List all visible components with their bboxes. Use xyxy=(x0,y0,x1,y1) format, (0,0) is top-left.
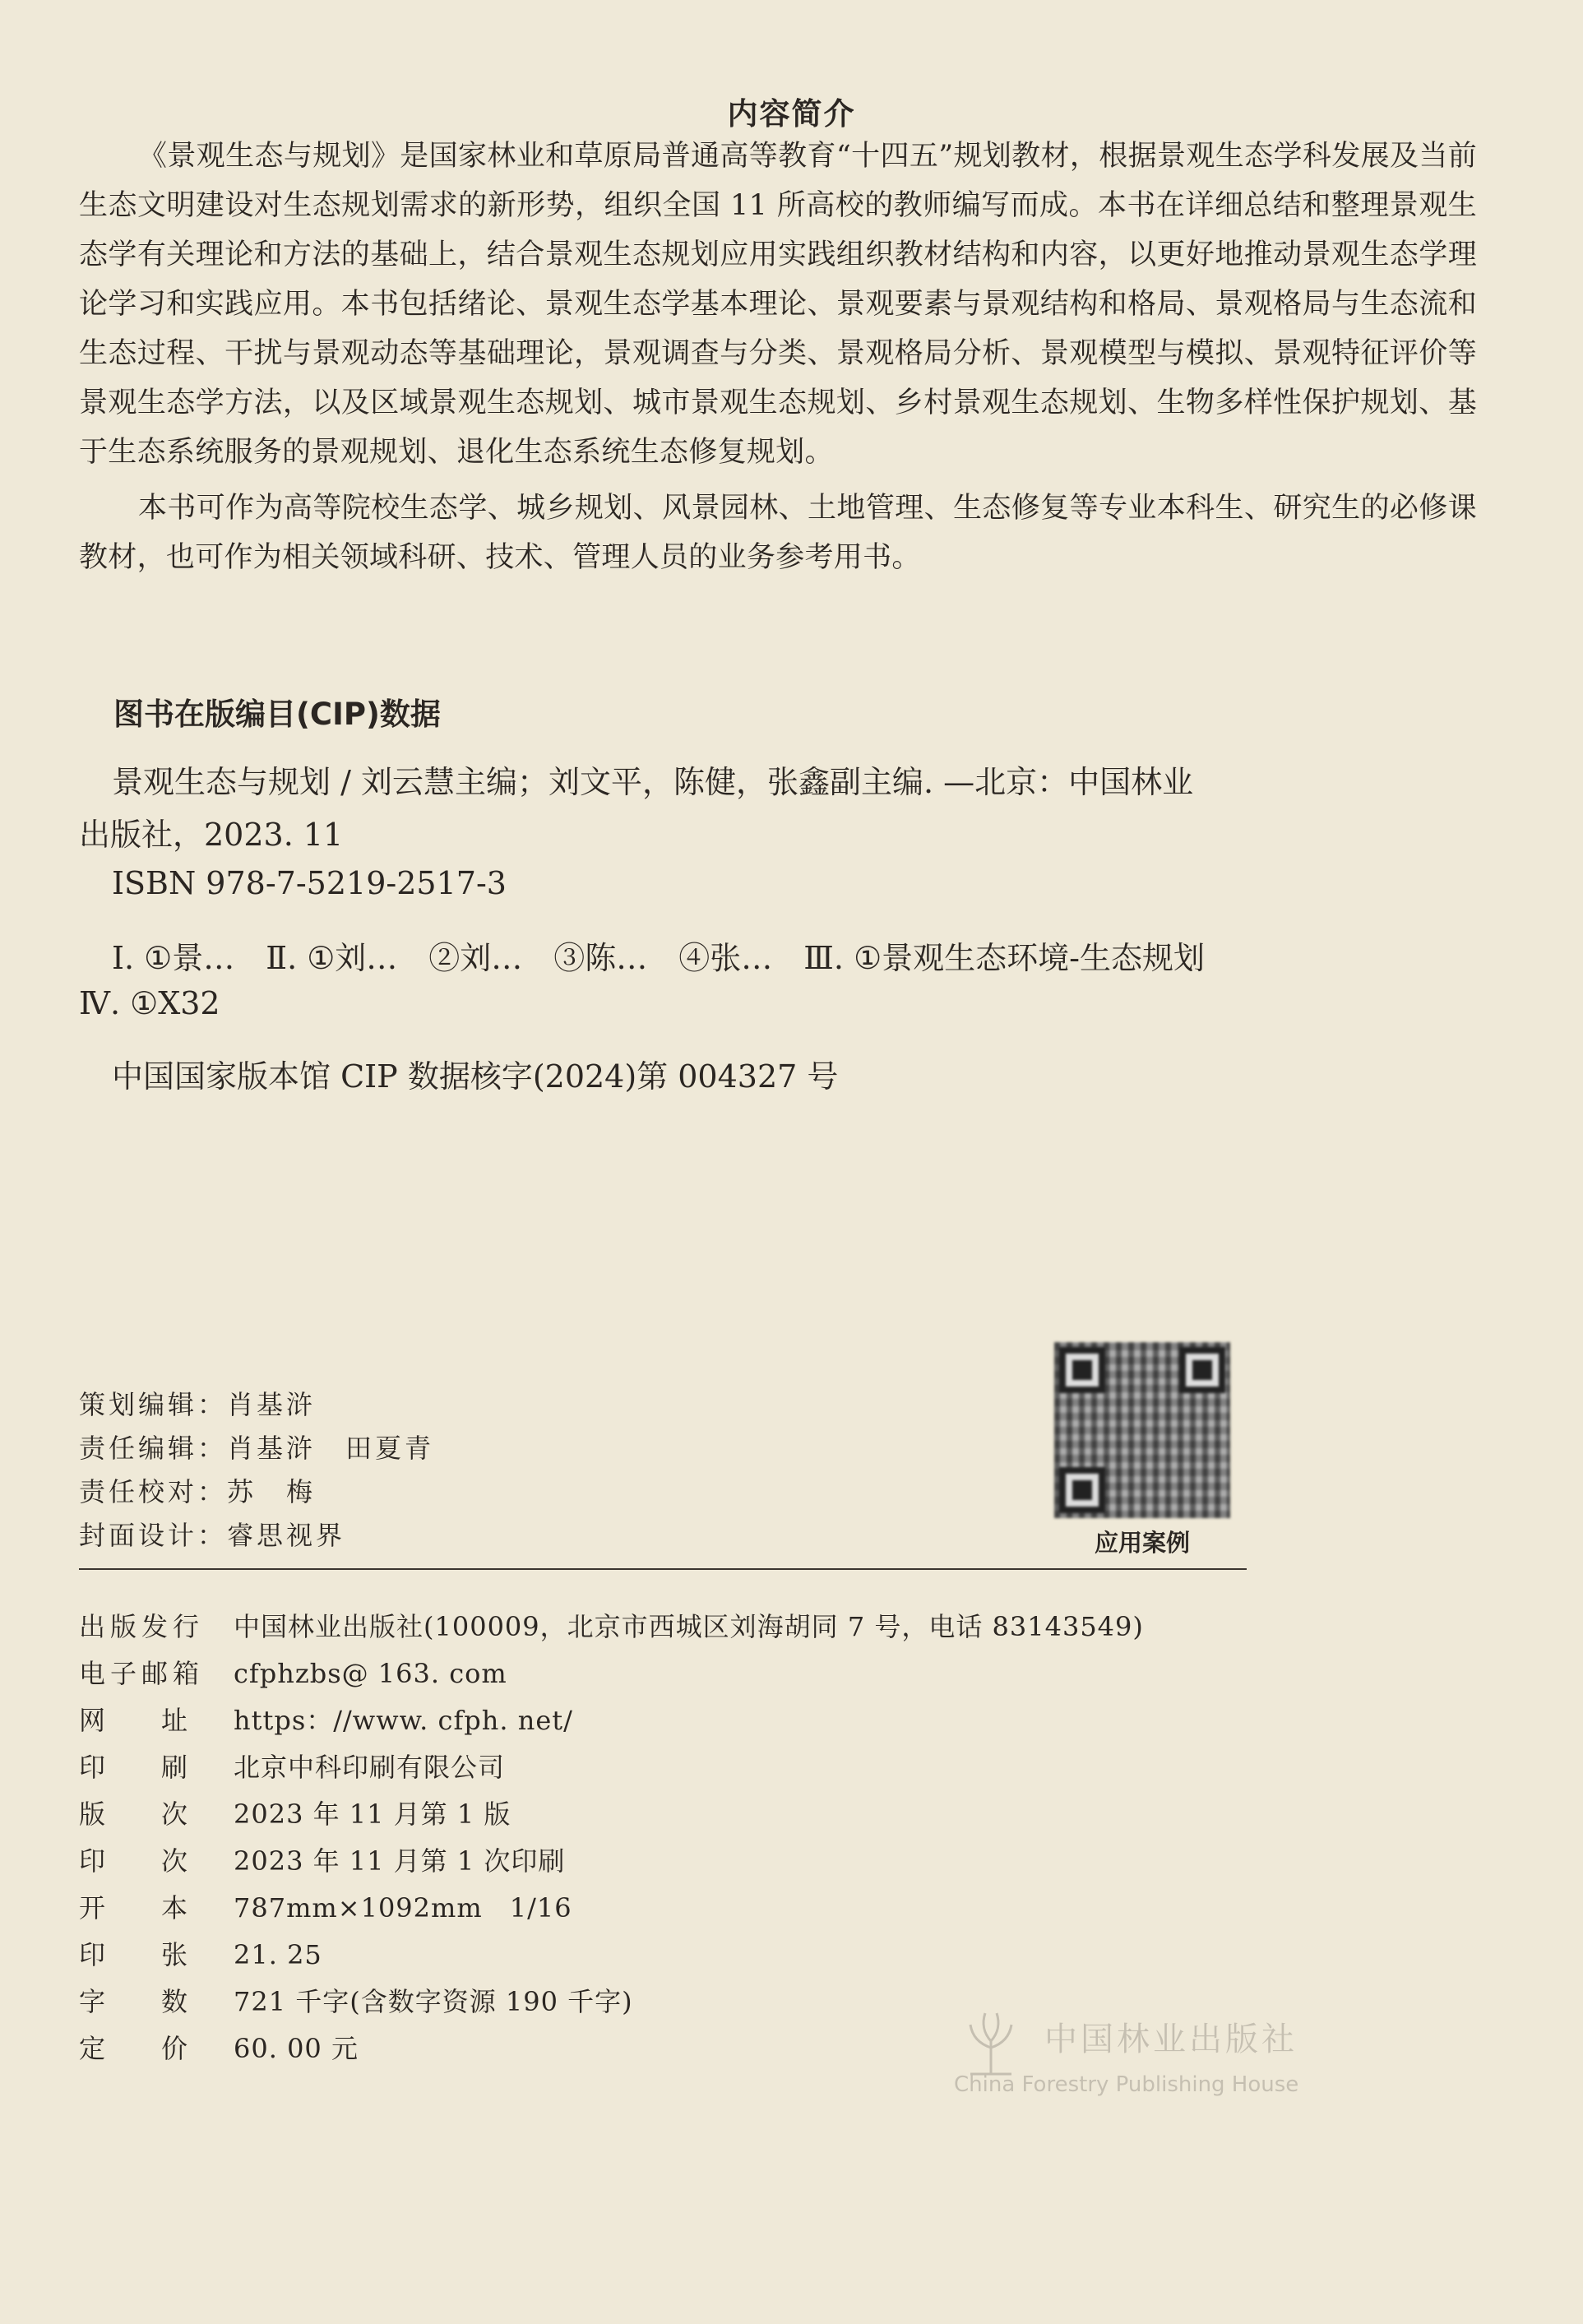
cip-line-title: 景观生态与规划 / 刘云慧主编；刘文平，陈健，张鑫副主编. —北京：中国林业 xyxy=(112,764,1194,800)
publication-row xyxy=(79,1791,1144,1838)
publication-value: 21. 25 xyxy=(234,1939,322,1970)
publication-key: 印次 xyxy=(79,1845,244,1877)
editor-row xyxy=(79,1383,434,1427)
publication-row xyxy=(79,1885,1144,1932)
publication-key: 网址 xyxy=(79,1705,244,1736)
editor-row xyxy=(79,1470,434,1514)
tree-emblem-icon xyxy=(954,2007,1028,2081)
summary-paragraph-2: 本书可作为高等院校生态学、城乡规划、风景园林、土地管理、生态修复等专业本科生、研究生的必修课教材，也可作为相关领域科研、技术、管理人员的业务参考用书。 xyxy=(79,492,1477,574)
publisher-logo-icon xyxy=(954,2007,1299,2105)
editor-names: 肖基浒 xyxy=(227,1389,317,1420)
summary-paragraph-1: 《景观生态与规划》是国家林业和草原局普通高等教育“十四五”规划教材，根据景观生态学科发展及当前生态文明建设对生态规划需求的新形势，组织全国 11 所高校的教师编写而成。本书在详细总结和整理景观生态学有关理论和方法的基础上，结合景观生态规划应用实践组织教材结构和内容，以更好地推动景观生态学理论学习和实践应用。本书包括绪论、景观生态学基本理论、景观要素与景观结构和格局、景观格局与生态流和生态过程、干扰与景观动态等基础理论，景观调查与分类、景观格局分析、景观模型与模拟、景观特征评价等景观生态学方法，以及区域景观生态规划、城市景观生态规划、乡村景观生态规划、生物多样性保护规划、基于生态系统服务的景观规划、退化生态系统生态修复规划。 xyxy=(79,140,1477,469)
editor-credits xyxy=(79,1383,434,1558)
editor-row xyxy=(79,1514,434,1558)
publication-key: 电子邮箱 xyxy=(79,1658,205,1689)
editor-role: 责任编辑： xyxy=(79,1433,228,1464)
qr-finder-icon xyxy=(1059,1467,1105,1513)
publication-key: 出版发行 xyxy=(79,1611,205,1642)
editor-names: 睿思视界 xyxy=(227,1520,346,1551)
publication-row xyxy=(79,1697,1144,1744)
cip-line-isbn: ISBN 978-7-5219-2517-3 xyxy=(112,865,507,901)
publication-key: 字数 xyxy=(79,1986,244,2017)
editor-role: 封面设计： xyxy=(79,1520,228,1551)
cip-line-record: 中国国家版本馆 CIP 数据核字(2024)第 004327 号 xyxy=(112,1058,839,1095)
qr-code-icon[interactable] xyxy=(1054,1342,1230,1518)
publication-value: 60. 00 元 xyxy=(234,2033,359,2064)
publication-row xyxy=(79,1744,1144,1791)
editor-role: 策划编辑： xyxy=(79,1389,228,1420)
publication-row xyxy=(79,1604,1144,1650)
publication-row xyxy=(79,1838,1144,1885)
publisher-logo-en: China Forestry Publishing House xyxy=(954,2072,1299,2097)
publication-value: 721 千字(含数字资源 190 千字) xyxy=(234,1986,633,2017)
publication-row xyxy=(79,1932,1144,1979)
publication-key: 印刷 xyxy=(79,1752,244,1783)
publication-key: 开本 xyxy=(79,1892,244,1924)
cip-line-classification: Ⅰ. ①景… Ⅱ. ①刘… ②刘… ③陈… ④张… Ⅲ. ①景观生态环境-生态规划 xyxy=(112,940,1206,976)
cip-line-publisher: 出版社，2023. 11 xyxy=(79,817,344,853)
publication-value: 2023 年 11 月第 1 版 xyxy=(234,1799,511,1830)
publication-value: https：//www. cfph. net/ xyxy=(234,1705,573,1736)
publication-value: 2023 年 11 月第 1 次印刷 xyxy=(234,1845,566,1877)
qr-label: 应用案例 xyxy=(1094,1529,1190,1557)
publication-key: 定价 xyxy=(79,2033,244,2064)
publication-key: 印张 xyxy=(79,1939,244,1970)
publication-value: cfphzbs@ 163. com xyxy=(234,1658,507,1689)
publisher-logo-cn: 中国林业出版社 xyxy=(1044,2021,1298,2058)
cip-heading: 图书在版编目(CIP)数据 xyxy=(113,697,441,732)
publication-value: 787mm×1092mm 1/16 xyxy=(234,1892,572,1924)
summary-body xyxy=(79,132,1477,589)
cip-line-class-number: Ⅳ. ①X32 xyxy=(79,985,220,1021)
publication-value: 中国林业出版社(100009，北京市西城区刘海胡同 7 号，电话 83143549) xyxy=(234,1611,1144,1642)
editor-names: 苏 梅 xyxy=(227,1476,317,1507)
publication-info xyxy=(79,1604,1144,2072)
editor-row xyxy=(79,1427,434,1470)
qr-finder-icon xyxy=(1059,1347,1105,1393)
summary-title: 内容简介 xyxy=(727,96,856,132)
qr-finder-icon xyxy=(1179,1347,1225,1393)
editor-role: 责任校对： xyxy=(79,1476,228,1507)
publication-row xyxy=(79,1650,1144,1697)
publication-key: 版次 xyxy=(79,1799,244,1830)
publication-value: 北京中科印刷有限公司 xyxy=(234,1752,506,1783)
divider xyxy=(79,1568,1247,1570)
editor-names: 肖基浒 田夏青 xyxy=(227,1433,435,1464)
